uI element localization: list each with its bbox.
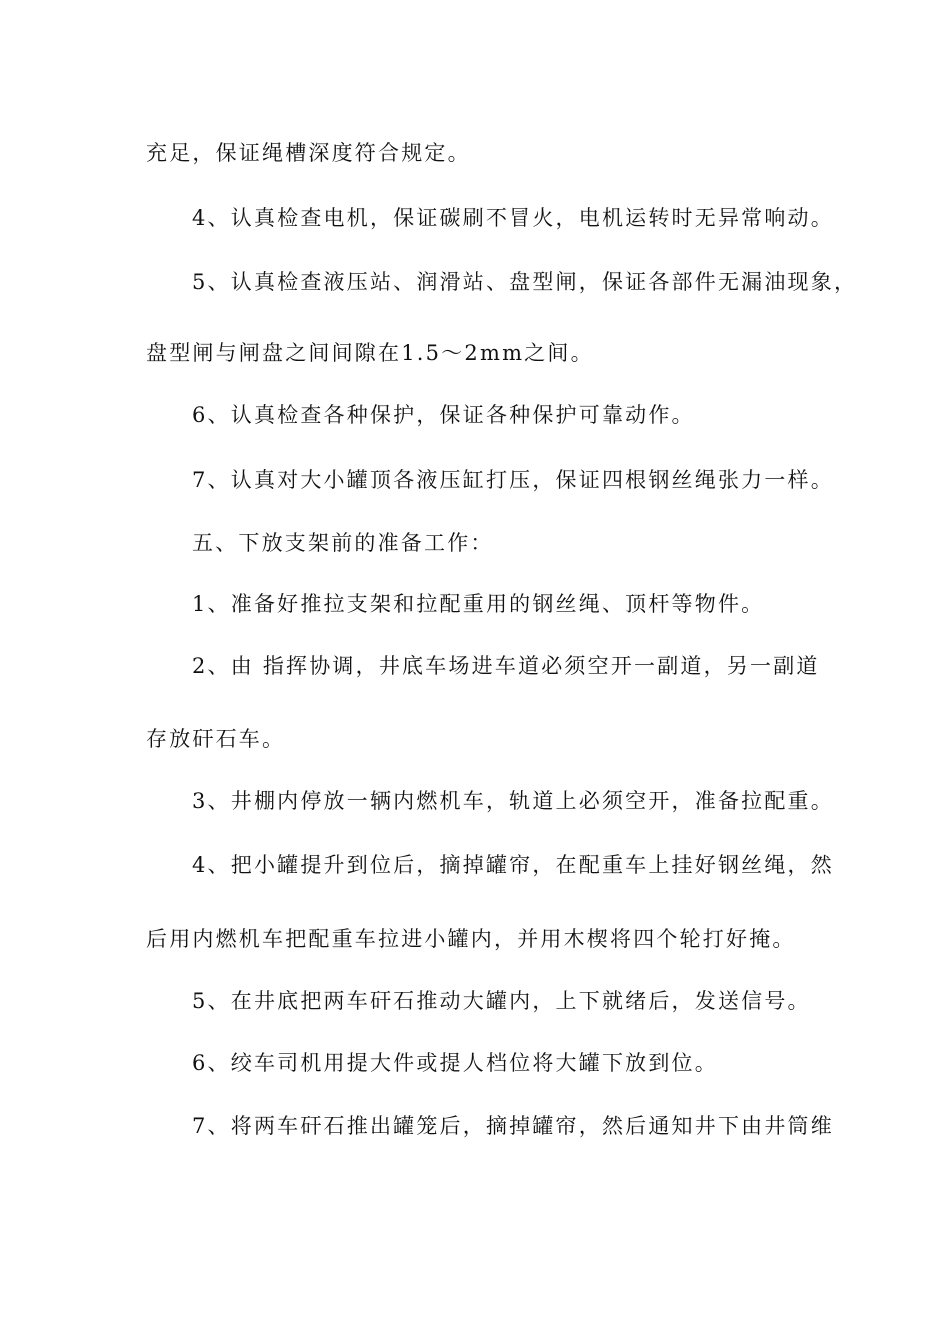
text-line: 2、由 指挥协调，井底车场进车道必须空开一副道，另一副道 xyxy=(192,654,820,678)
text-line: 5、认真检查液压站、润滑站、盘型闸，保证各部件无漏油现象， xyxy=(192,270,858,294)
text-line: 7、认真对大小罐顶各液压缸打压，保证四根钢丝绳张力一样。 xyxy=(192,468,834,492)
text-line: 1、准备好推拉支架和拉配重用的钢丝绳、顶杆等物件。 xyxy=(192,592,765,616)
text-line: 6、绞车司机用提大件或提人档位将大罐下放到位。 xyxy=(192,1051,718,1075)
section-heading: 五、下放支架前的准备工作： xyxy=(192,531,494,555)
text-line: 存放矸石车。 xyxy=(146,727,286,751)
text-line: 6、认真检查各种保护，保证各种保护可靠动作。 xyxy=(192,403,695,427)
text-line: 后用内燃机车把配重车拉进小罐内，并用木楔将四个轮打好掩。 xyxy=(146,927,796,951)
text-line: 充足，保证绳槽深度符合规定。 xyxy=(146,141,471,165)
text-line: 3、井棚内停放一辆内燃机车，轨道上必须空开，准备拉配重。 xyxy=(192,789,834,813)
text-line: 4、把小罐提升到位后，摘掉罐帘，在配重车上挂好钢丝绳，然 xyxy=(192,853,834,877)
text-line: 5、在井底把两车矸石推动大罐内，上下就绪后，发送信号。 xyxy=(192,989,811,1013)
text-line: 盘型闸与闸盘之间间隙在1.5～2mm之间。 xyxy=(146,341,594,365)
text-line: 4、认真检查电机，保证碳刷不冒火，电机运转时无异常响动。 xyxy=(192,206,834,230)
text-line: 7、将两车矸石推出罐笼后，摘掉罐帘，然后通知井下由井筒维 xyxy=(192,1114,834,1138)
